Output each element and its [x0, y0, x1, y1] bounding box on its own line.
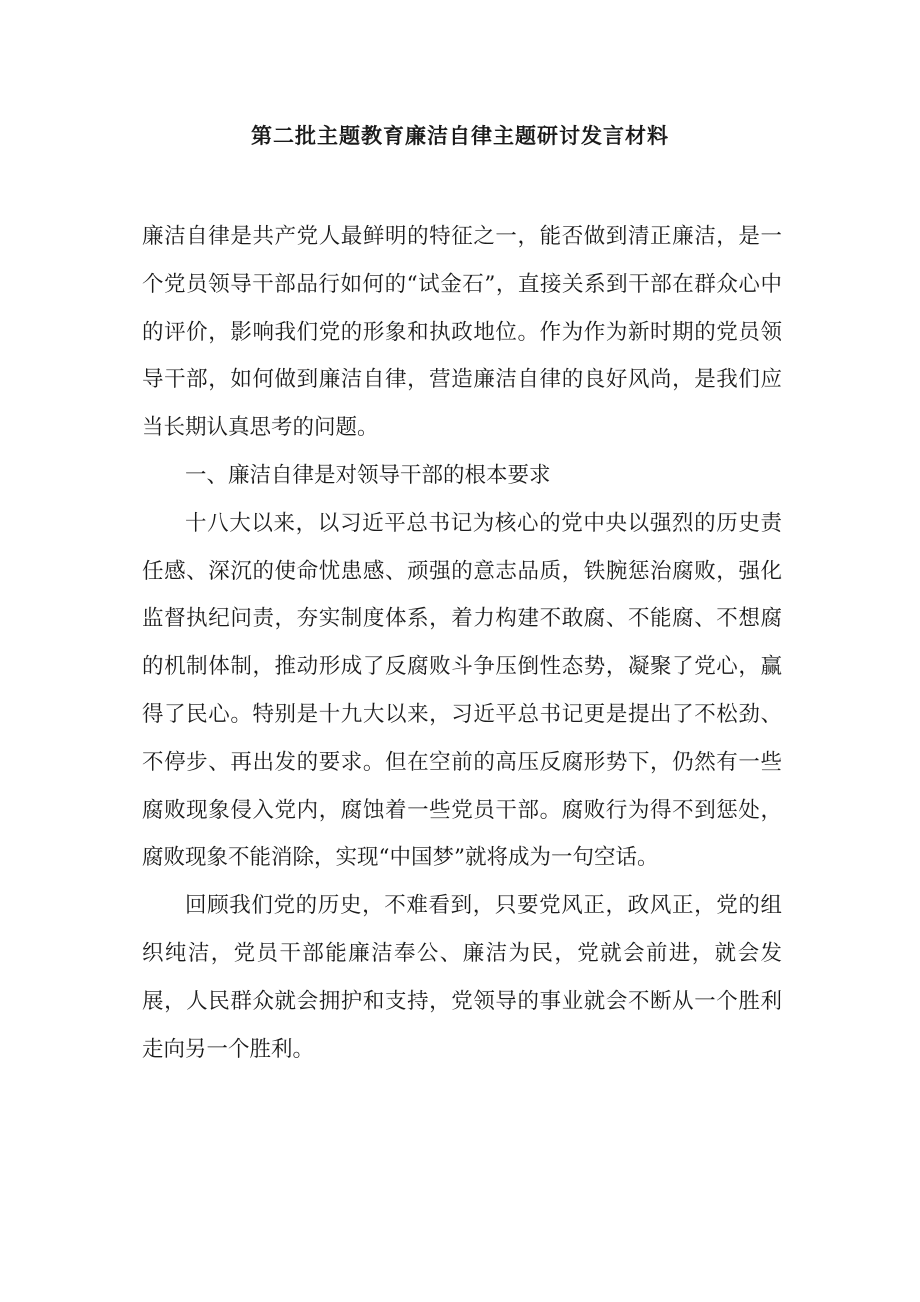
section-heading-1: 一、廉洁自律是对领导干部的根本要求: [185, 462, 551, 488]
document-title: 第二批主题教育廉洁自律主题研讨发言材料: [251, 123, 669, 148]
paragraph-2: 十八大以来，以习近平总书记为核心的党中央以强烈的历史责任感、深沉的使命忧患感、顽强的意志品质，铁腕惩治腐败，强化监督执纪问责，夯实制度体系，着力构建不敢腐、不能腐、不想腐的机制体制，推动形成了反腐败斗争压倒性态势，凝聚了党心，赢得了民心。特别是十九大以来，习近平总书记更是提出了不松劲、不停步、再出发的要求。但在空前的高压反腐形势下，仍然有一些腐败现象侵入党内，腐蚀着一些党员干部。腐败行为得不到惩处，腐败现象不能消除，实现“中国梦”就将成为一句空话。: [142, 510, 782, 871]
paragraph-3: 回顾我们党的历史，不难看到，只要党风正，政风正，党的组织纯洁，党员干部能廉洁奉公、廉洁为民，党就会前进，就会发展，人民群众就会拥护和支持，党领导的事业就会不断从一个胜利走向另一个胜利。: [142, 893, 782, 1062]
document-body: [142, 213, 782, 1073]
paragraph-intro: 廉洁自律是共产党人最鲜明的特征之一，能否做到清正廉洁，是一个党员领导干部品行如何的“试金石”，直接关系到干部在群众心中的评价，影响我们党的形象和执政地位。作为作为新时期的党员领导干部，如何做到廉洁自律，营造廉洁自律的良好风尚，是我们应当长期认真思考的问题。: [142, 224, 782, 441]
